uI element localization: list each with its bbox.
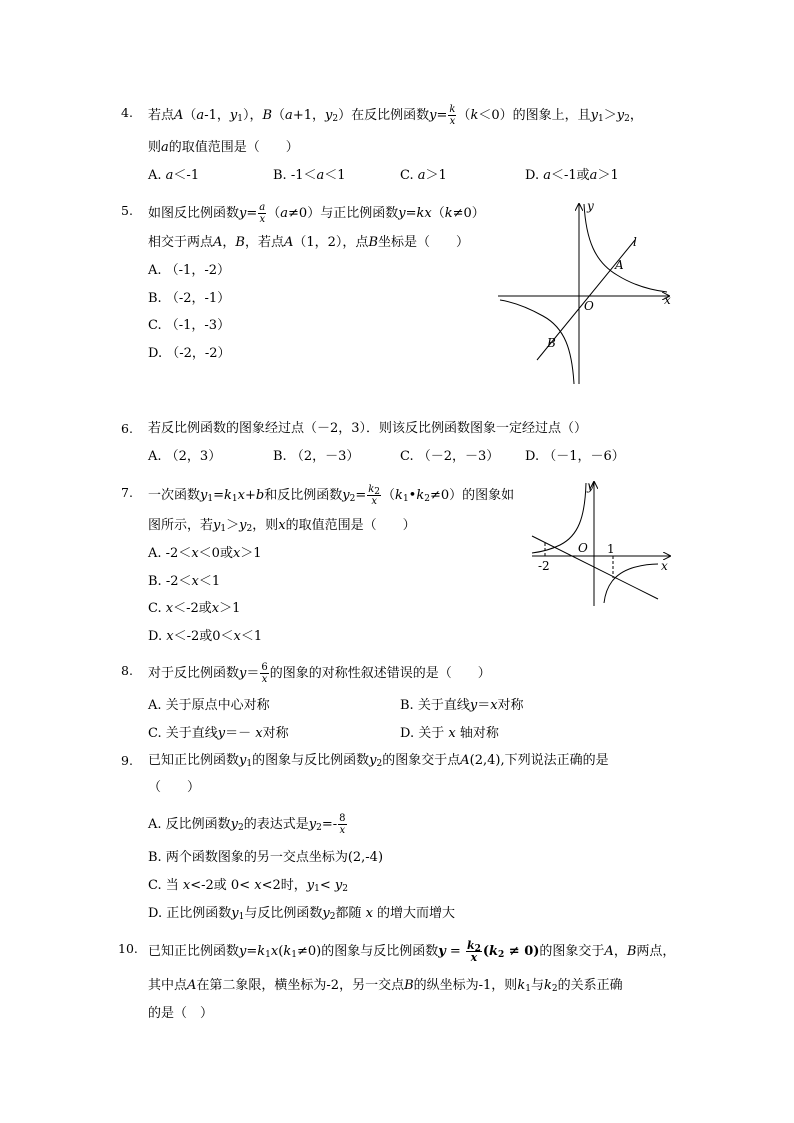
question-7-option-b[interactable]: B. -2＜x＜1: [148, 574, 221, 589]
question-7-stem-line1: 一次函数$y_1=k_1x+b$和反比例函数$y_2=$ $\frac{k_2}{x}$ $(k_1•k_2\ne 0)$的图象如: [148, 484, 515, 507]
question-8-option-c[interactable]: C. 关于直线y＝－ x对称: [148, 726, 289, 741]
question-9-option-d[interactable]: D. 正比例函数$y_1$与反比例函数$y_2$都随 x 的增大而增大: [148, 906, 456, 922]
question-7-option-c[interactable]: C. x＜-2或x＞1: [148, 601, 241, 616]
question-4-stem-line1: 若点A（a-1，$y_1$），B（a+1，$y_2$）在反比例函数y= $\frac{k}{x}$ （k＜0）的图象上，且$y_1>y_2$，: [148, 104, 643, 127]
question-9-stem-line2: （ ）: [148, 780, 201, 795]
question-5-option-d[interactable]: D. （-2，-2）: [148, 346, 231, 361]
question-5-stem-line1: 如图反比例函数y= $\frac{a}{x}$ （a≠0）与正比例函数y=kx（k≠0）: [148, 202, 485, 225]
origin-label: O: [584, 299, 594, 313]
question-9-option-c[interactable]: C. 当 x<-2或 0< x<2时，$y_1< y_2$: [148, 878, 348, 894]
question-7-figure: [530, 478, 675, 608]
question-5-option-b[interactable]: B. （-2，-1）: [148, 291, 231, 306]
question-5-option-a[interactable]: A. （-1，-2）: [148, 263, 230, 278]
question-10-stem-line1: 已知正比例函数$y=k_1x(k_1\ne 0)$的图象与反比例函数y = $\frac{k_2}{x}$ $(k_2 \ne 0)$的图象交于A，B两点，: [148, 939, 676, 964]
point-b-label: B: [547, 336, 556, 350]
x-axis-label: x: [661, 559, 668, 573]
tick-label-minus2: -2: [538, 559, 550, 573]
question-4-option-b[interactable]: B. -1＜a＜1: [273, 168, 346, 183]
question-7-number: 7.: [121, 485, 133, 500]
x-axis-label: x: [664, 293, 671, 307]
origin-label: O: [578, 541, 588, 555]
question-6-stem: 若反比例函数的图象经过点（－2，3）．则该反比例函数图象一定经过点（）: [148, 421, 588, 436]
hyperbola-branch-upper: [584, 204, 667, 292]
question-8-stem: 对于反比例函数y＝ $\frac{6}{x}$ 的图象的对称性叙述错误的是（ ）: [148, 662, 491, 685]
question-5-stem-line2: 相交于两点A，B，若点A（1，2），点B坐标是（ ）: [148, 235, 470, 250]
question-8-option-a[interactable]: A. 关于原点中心对称: [148, 698, 270, 713]
question-4-option-d[interactable]: D. a＜-1或a＞1: [525, 168, 619, 183]
question-4-option-c[interactable]: C. a＞1: [400, 168, 447, 183]
question-9-stem-line1: 已知正比例函数$y_1$的图象与反比例函数$y_2$的图象交于点A(2,4),下列说法正确的是: [148, 753, 609, 769]
point-a-label: A: [615, 258, 624, 272]
question-4-stem-line2: 则a的取值范围是（ ）: [148, 140, 299, 155]
question-9-option-a[interactable]: A. 反比例函数$y_2$的表达式是$y_2=-$ $\frac{8}{x}$: [148, 813, 346, 836]
question-9-option-b[interactable]: B. 两个函数图象的另一交点坐标为(2,-4): [148, 850, 384, 865]
question-6-option-d[interactable]: D. （－1，－6）: [525, 449, 625, 464]
question-7-option-d[interactable]: D. x＜-2或0＜x＜1: [148, 629, 263, 644]
line-l-label: l: [633, 235, 637, 249]
question-8-option-b[interactable]: B. 关于直线y＝x对称: [400, 698, 524, 713]
question-9-number: 9.: [121, 753, 133, 768]
question-10-stem-line3: 的是（ ）: [148, 1006, 214, 1021]
y-axis-label: y: [587, 200, 594, 213]
question-10-stem-line2: 其中点A在第二象限，横坐标为-2，另一交点B的纵坐标为-1，则$k_1$与$k_2$的关系正确: [148, 978, 623, 994]
question-4-number: 4.: [121, 105, 133, 120]
question-7-option-a[interactable]: A. -2＜x＜0或x＞1: [148, 546, 262, 561]
question-5-figure: [495, 200, 675, 386]
question-10-number: 10.: [118, 941, 138, 956]
question-5-number: 5.: [121, 203, 133, 218]
question-8-option-d[interactable]: D. 关于 x 轴对称: [400, 726, 499, 741]
question-7-stem-line2: 图所示，若$y_1>y_2$，则x的取值范围是（ ）: [148, 518, 416, 534]
question-6-option-b[interactable]: B. （2，－3）: [273, 449, 360, 464]
question-6-option-c[interactable]: C. （－2，－3）: [400, 449, 500, 464]
hyperbola-branch-lower: [500, 300, 574, 384]
question-5-option-c[interactable]: C. （-1，-3）: [148, 318, 231, 333]
tick-label-1: 1: [607, 542, 615, 556]
linear-function-line: [532, 536, 658, 599]
question-6-number: 6.: [121, 421, 133, 436]
hyperbola-branch-right: [604, 564, 658, 603]
question-8-number: 8.: [121, 663, 133, 678]
question-6-option-a[interactable]: A. （2，3）: [148, 449, 222, 464]
y-axis-label: y: [587, 479, 594, 493]
question-4-option-a[interactable]: A. a＜-1: [148, 168, 200, 183]
